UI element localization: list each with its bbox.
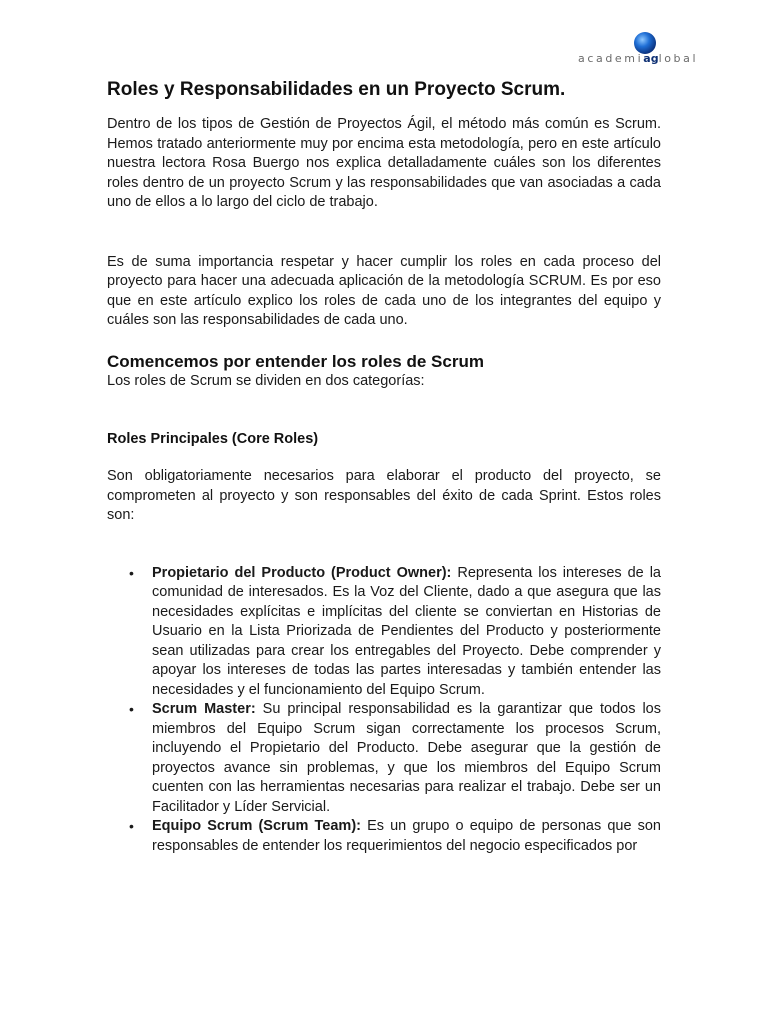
role-name: Propietario del Producto (Product Owner):	[152, 564, 452, 581]
bullet-icon: •	[129, 564, 134, 581]
document-body	[107, 78, 661, 856]
roles-list	[107, 564, 661, 857]
list-item-product-owner	[107, 564, 661, 701]
intro-paragraph-2: Es de suma importancia respetar y hacer cumplir los roles en cada proceso del proyecto para hacer una adecuada aplicación de la metodología SCRUM. Es por eso que en este artículo explico los roles de cada uno de los integrantes del equipo y cuáles son las responsabilidades de cada uno.	[107, 253, 661, 328]
bullet-icon: •	[129, 818, 134, 834]
intro-paragraph-1: Dentro de los tipos de Gestión de Proyectos Ágil, el método más común es Scrum. Hemos tratado anteriormente muy por encima esta metodología, pero en este artículo nuestra lectora Rosa Buergo nos explica detalladamente cuáles son los diferentes roles dentro de un proyecto Scrum y las responsabilidades que van asociadas a cada uno de ellos a lo largo del ciclo de trabajo.	[107, 116, 661, 210]
subsection-text: Son obligatoriamente necesarios para elaborar el producto del proyecto, se comprometen al proyecto y son responsables del éxito de cada Sprint. Estos roles son:	[107, 468, 661, 523]
role-name: Equipo Scrum (Scrum Team):	[152, 818, 361, 834]
list-item-scrum-team	[107, 817, 661, 856]
academiaglobal-logo	[578, 30, 698, 72]
bullet-icon: •	[129, 701, 134, 717]
document-title: Roles y Responsabilidades en un Proyecto Scrum.	[107, 79, 566, 100]
section-text: Los roles de Scrum se dividen en dos categorías:	[107, 372, 425, 389]
role-description: Su principal responsabilidad es la garantizar que todos los miembros del Equipo Scrum sigan correctamente los procesos Scrum, incluyendo el Propietario del Producto. Debe asegurar que la gestión de proyectos avance sin problemas, y que los miembros del Equipo Scrum cuenten con las herramientas necesarias para realizar el trabajo. Debe ser un Facilitador y Líder Servicial.	[152, 701, 661, 815]
section-heading: Comencemos por entender los roles de Scrum	[107, 351, 484, 371]
role-description: Es un grupo o equipo de personas que son responsables de entender los requerimientos del negocio especificados por	[152, 818, 661, 854]
logo-wordmark: academiaglobal	[578, 52, 699, 65]
list-item-scrum-master	[107, 700, 661, 817]
subsection-heading: Roles Principales (Core Roles)	[107, 431, 319, 447]
role-description: Representa los intereses de la comunidad de interesados. Es la Voz del Cliente, dado a que asegura que las necesidades explícitas e implícitas del cliente se conviertan en Historias de Usuario en la Lista Priorizada de Pendientes del Producto y posteriormente sean utilizadas para crear los entregables del Proyecto. Debe comprender y apoyar los intereses de todas las partes interesadas y también entender las necesidades y el funcionamiento del Equipo Scrum.	[152, 564, 661, 698]
role-name: Scrum Master:	[152, 701, 256, 717]
globe-icon	[634, 32, 656, 54]
